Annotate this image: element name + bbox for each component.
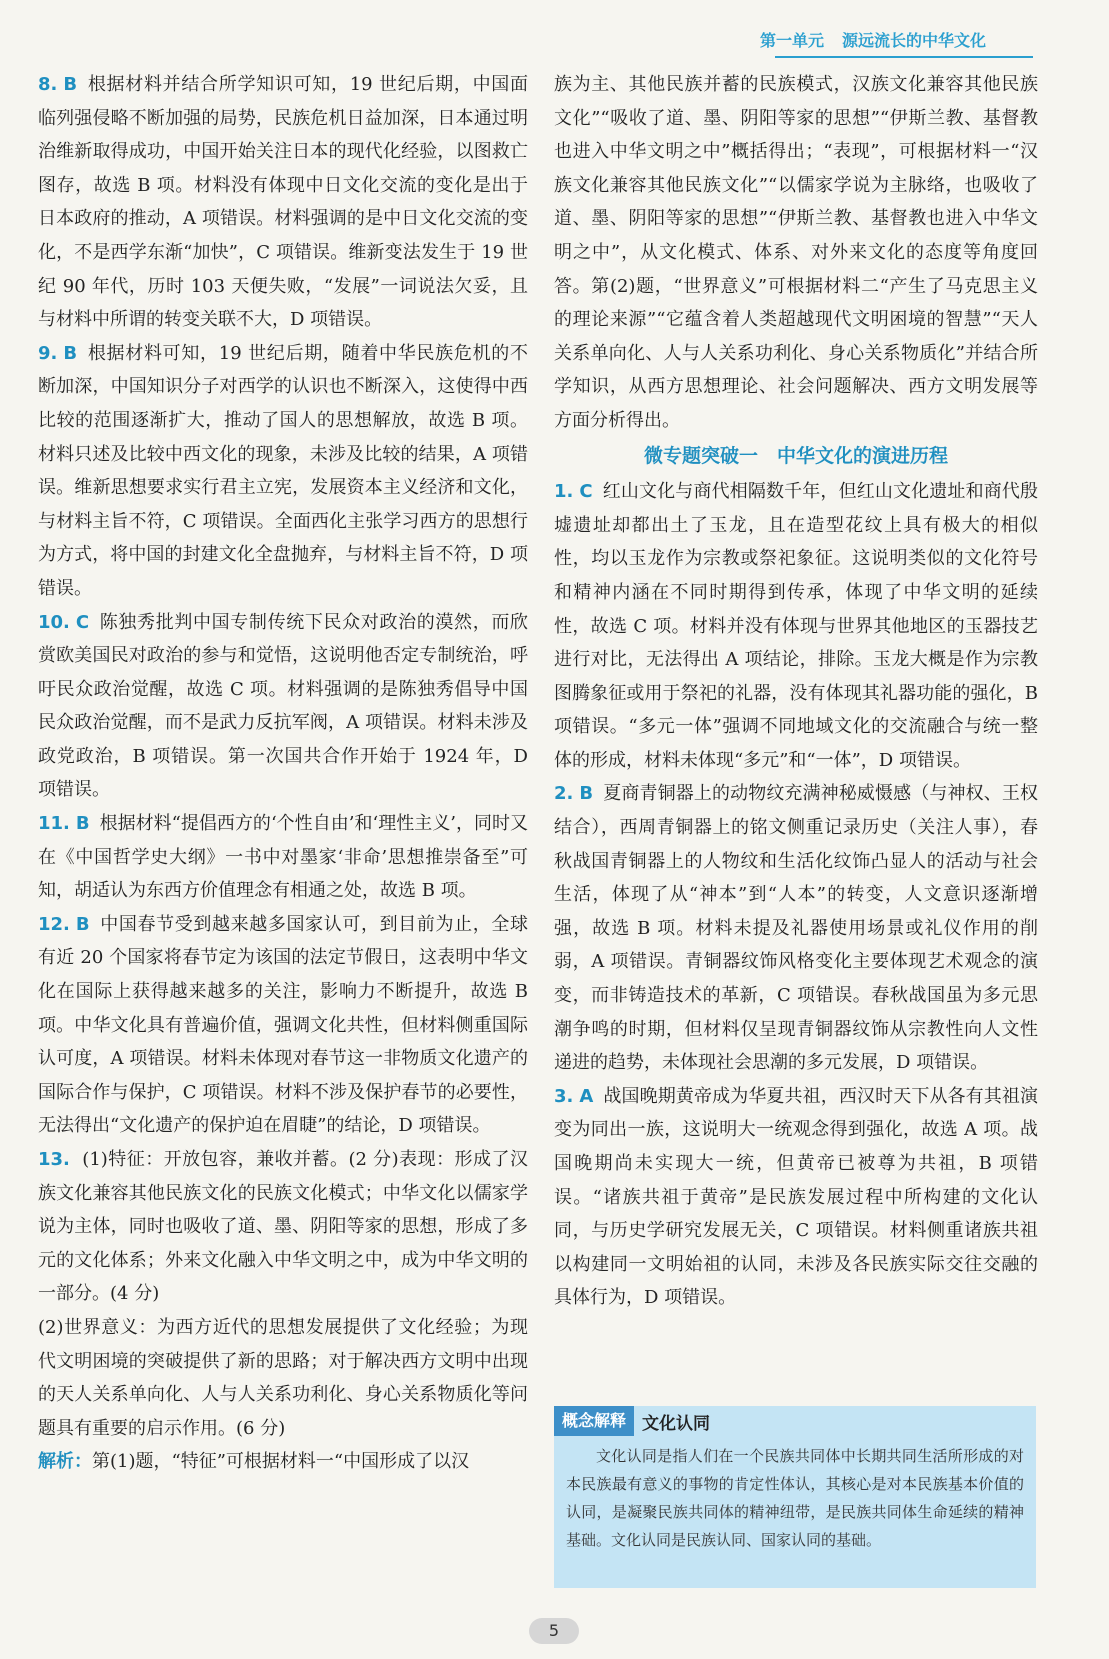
unit-title: 源远流长的中华文化 [842, 31, 987, 50]
section-title: 微专题突破一 中华文化的演进历程 [643, 444, 948, 467]
answer-item: 8. B 根据材料并结合所学知识可知，19 世纪后期，中国面临列强侵略不断加强的局势，民族危机日益加深，日本通过明治维新取得成功，中国开始关注日本的现代化经验，以图救亡图存，故选 B 项。材料没有体现中日文化交流的变化是出于日本政府的推动，A 项错误。材料强调的是中日文化交流的变化，不是西学东渐“加快”，C 项错误。维新变法发生于 19 世纪 90 年代，历时 103 天便失败，“发展”一词说法欠妥，且与材料中所谓的转变关联不大，D 项错误。 [38, 74, 528, 331]
analysis-continued: 族为主、其他民族并蓄的民族模式，汉族文化兼容其他民族文化”“吸收了道、墨、阴阳等家的思想”“伊斯兰教、基督教也进入中华文明之中”概括得出；“表现”，可根据材料一“汉族文化兼容其他民族文化”“以儒家学说为主脉络，也吸收了道、墨、阴阳等家的思想”“伊斯兰教、基督教也进入中华文明之中”，从文化模式、体系、对外来文化的态度等角度回答。第(2)题，“世界意义”可根据材料二“产生了马克思主义的理论来源”“它蕴含着人类超越现代文明困境的智慧”“天人关系单向化、人与人关系功利化、身心关系物质化”并结合所学知识，从西方思想理论、社会问题解决、西方文明发展等方面分析得出。 [554, 74, 1038, 431]
answer-item: 1. C 红山文化与商代相隔数千年，但红山文化遗址和商代殷墟遗址却都出土了玉龙，且在造型花纹上具有极大的相似性，均以玉龙作为宗教或祭祀象征。这说明类似的文化符号和精神内涵在不同时期得到传承，体现了中华文明的延续性，故选 C 项。材料并没有体现与世界其他地区的玉器技艺进行对比，无法得出 A 项结论，排除。玉龙大概是作为宗教图腾象征或用于祭祀的礼器，没有体现其礼器功能的强化，B 项错误。“多元一体”强调不同地域文化的交流融合与统一整体的形成，材料未体现“多元”和“一体”，D 项错误。 [554, 481, 1038, 771]
answer-item: 13. (1)特征：开放包容，兼收并蓄。(2 分)表现：形成了汉族文化兼容其他民族文化的民族文化模式；中华文化以儒家学说为主体，同时也吸收了道、墨、阴阳等家的思想，形成了多元的文化体系；外来文化融入中华文明之中，成为中华文明的一部分。(4 分) [38, 1149, 528, 1305]
analysis-start: 解析：第(1)题，“特征”可根据材料一“中国形成了以汉 [38, 1451, 470, 1473]
concept-title: 文化认同 [642, 1413, 711, 1434]
answer-item: 10. C 陈独秀批判中国专制传统下民众对政治的漠然，而欣赏欧美国民对政治的参与和觉悟，这说明他否定专制统治，呼吁民众政治觉醒，故选 C 项。材料强调的是陈独秀倡导中国民众政治觉醒，而不是武力反抗军阀，A 项错误。材料未涉及政党政治，B 项错误。第一次国共合作开始于 1924 年，D 项错误。 [38, 611, 528, 801]
concept-box [554, 1406, 1036, 1588]
concept-header [554, 1406, 710, 1436]
concept-body: 文化认同是指人们在一个民族共同体中长期共同生活所形成的对本民族最有意义的事物的肯定性体认，其核心是对本民族基本价值的认同，是凝聚民族共同体的精神纽带，是民族共同体生命延续的精神基础。文化认同是民族认同、国家认同的基础。 [566, 1447, 1024, 1549]
answer-item: 2. B 夏商青铜器上的动物纹充满神秘威慑感（与神权、王权结合），西周青铜器上的铭文侧重记录历史（关注人事），春秋战国青铜器上的人物纹和生活化纹饰凸显人的活动与社会生活，体现了从“神本”到“人本”的转变，人文意识逐渐增强，故选 B 项。材料未提及礼器使用场景或礼仪作用的削弱，A 项错误。青铜器纹饰风格变化主要体现艺术观念的演变，而非铸造技术的革新，C 项错误。春秋战国虽为多元思潮争鸣的时期，但材料仅呈现青铜器纹饰从宗教性向人文性递进的趋势，未体现社会思潮的多元发展，D 项错误。 [554, 783, 1038, 1074]
answer-item: 12. B 中国春节受到越来越多国家认可，到目前为止，全球有近 20 个国家将春节定为该国的法定节假日，这表明中华文化在国际上获得越来越多的关注，影响力不断提升，故选 B 项。中华文化具有普遍价值，强调文化共性，但材料侧重国际认可度，A 项错误。材料未体现对春节这一非物质文化遗产的国际合作与保护，C 项错误。材料不涉及保护春节的必要性，无法得出“文化遗产的保护迫在眉睫”的结论，D 项错误。 [38, 913, 528, 1137]
concept-tag: 概念解释 [554, 1406, 634, 1436]
answer-item-part2: (2)世界意义：为西方近代的思想发展提供了文化经验；为现代文明困境的突破提供了新的思路；对于解决西方文明中出现的天人关系单向化、人与人关系功利化、身心关系物质化等问题具有重要的启示作用。(6 分) [38, 1316, 528, 1439]
left-column [38, 68, 528, 1479]
header-divider [775, 56, 1033, 58]
page-header [760, 28, 986, 51]
answer-item: 11. B 根据材料“提倡西方的‘个性自由’和‘理性主义’，同时又在《中国哲学史大纲》一书中对墨家‘非命’思想推崇备至”可知，胡适认为东西方价值理念有相通之处，故选 B 项。 [38, 813, 528, 902]
right-column [554, 68, 1038, 1315]
unit-label: 第一单元 [760, 31, 825, 50]
answer-item: 3. A 战国晚期黄帝成为华夏共祖，西汉时天下从各有其祖演变为同出一族，这说明大一统观念得到强化，故选 A 项。战国晚期尚未实现大一统，但黄帝已被尊为共祖，B 项错误。“诸族共祖于黄帝”是民族发展过程中所构建的文化认同，与历史学研究发展无关，C 项错误。材料侧重诸族共祖以构建同一文明始祖的认同，未涉及各民族实际交往交融的具体行为，D 项错误。 [554, 1085, 1038, 1309]
page-number: 5 [529, 1618, 579, 1644]
answer-item: 9. B 根据材料可知，19 世纪后期，随着中华民族危机的不断加深，中国知识分子对西学的认识也不断深入，这使得中西比较的范围逐渐扩大，推动了国人的思想解放，故选 B 项。材料只述及比较中西文化的现象，未涉及比较的结果，A 项错误。维新思想要求实行君主立宪，发展资本主义经济和文化，与材料主旨不符，C 项错误。全面西化主张学习西方的思想行为方式，将中国的封建文化全盘抛弃，与材料主旨不符，D 项错误。 [38, 342, 528, 599]
